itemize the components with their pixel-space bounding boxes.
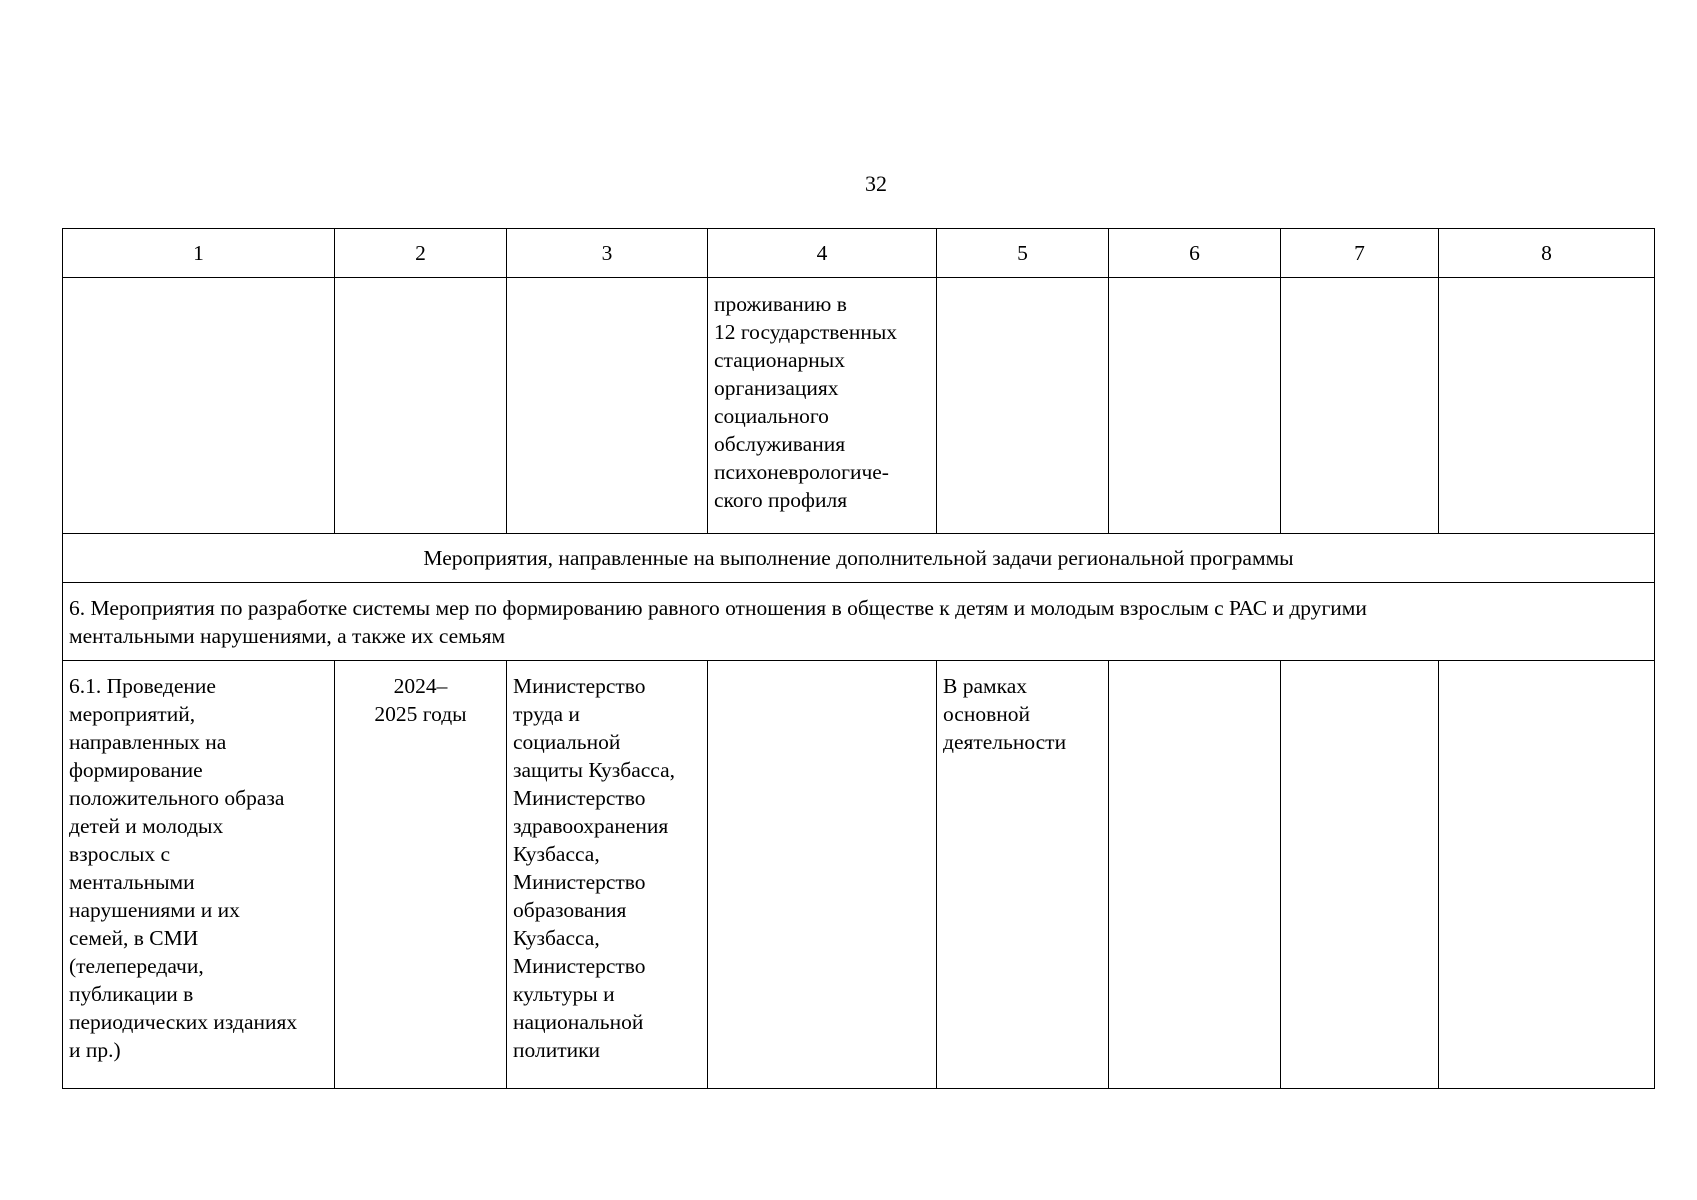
column-header-4: 4 — [708, 229, 937, 278]
cell-line: деятельности — [943, 730, 1067, 754]
continuation-row — [63, 278, 1655, 534]
cell-line: Кузбасса, — [513, 842, 600, 866]
cell-line: организациях — [714, 376, 839, 400]
item-period-cell — [335, 661, 507, 1089]
page-number: 32 — [865, 171, 887, 196]
cell-line: Министерство — [513, 870, 646, 894]
cell-line: стационарных — [714, 348, 846, 372]
cell-line: периодических изданиях — [69, 1010, 298, 1034]
item-6-1-row — [63, 661, 1655, 1089]
task-row — [63, 583, 1655, 661]
cell-line: Министерство — [513, 674, 646, 698]
task-line: 6. Мероприятия по разработке системы мер по формированию равного отношения в обществе к детям и молодым взрослым с РАС и другими — [69, 595, 1367, 620]
cell-line: культуры и — [513, 982, 615, 1006]
task-heading — [63, 583, 1655, 661]
cell-line: Министерство — [513, 786, 646, 810]
cell-line: ментальными — [69, 870, 195, 894]
cell-line: проживанию в — [714, 292, 847, 316]
cell-line: политики — [513, 1038, 601, 1062]
item-executors-cell — [507, 661, 708, 1089]
cell-line: положительного образа — [69, 786, 285, 810]
empty-cell — [1281, 278, 1439, 534]
cell-line: национальной — [513, 1010, 644, 1034]
empty-cell — [1281, 661, 1439, 1089]
cell-line: социальной — [513, 730, 621, 754]
empty-cell — [1109, 278, 1281, 534]
empty-cell — [1439, 278, 1655, 534]
cell-line: направленных на — [69, 730, 227, 754]
item-description-cell — [63, 661, 335, 1089]
empty-cell — [1439, 661, 1655, 1089]
empty-cell — [335, 278, 507, 534]
cell-line: Кузбасса, — [513, 926, 600, 950]
cell-line: 2025 годы — [374, 702, 467, 726]
column-header-7: 7 — [1281, 229, 1439, 278]
cell-line: В рамках — [943, 674, 1028, 698]
cell-line: защиты Кузбасса, — [513, 758, 676, 782]
cell-line: ского профиля — [714, 488, 848, 512]
cell-line: формирование — [69, 758, 203, 782]
continuation-result-cell — [708, 278, 937, 534]
column-number-row — [63, 229, 1655, 278]
empty-cell — [63, 278, 335, 534]
column-header-5: 5 — [937, 229, 1109, 278]
item-funding-cell — [937, 661, 1109, 1089]
cell-line: Министерство — [513, 954, 646, 978]
cell-line: образования — [513, 898, 627, 922]
cell-line: основной — [943, 702, 1030, 726]
cell-line: мероприятий, — [69, 702, 196, 726]
cell-line: взрослых с — [69, 842, 171, 866]
column-header-1: 1 — [63, 229, 335, 278]
empty-cell — [507, 278, 708, 534]
cell-line: труда и — [513, 702, 580, 726]
column-header-6: 6 — [1109, 229, 1281, 278]
cell-line: психоневрологиче- — [714, 460, 889, 484]
column-header-8: 8 — [1439, 229, 1655, 278]
cell-line: здравоохранения — [513, 814, 669, 838]
cell-line: обслуживания — [714, 432, 846, 456]
measures-table — [62, 228, 1655, 1089]
section-heading-row — [63, 534, 1655, 583]
column-header-2: 2 — [335, 229, 507, 278]
cell-line: семей, в СМИ — [69, 926, 199, 950]
cell-line: 2024– — [393, 674, 448, 698]
empty-cell — [937, 278, 1109, 534]
cell-line: (телепередачи, — [69, 954, 204, 978]
cell-line: и пр.) — [69, 1038, 121, 1062]
section-heading: Мероприятия, направленные на выполнение дополнительной задачи региональной программы — [63, 534, 1655, 583]
cell-line: публикации в — [69, 982, 194, 1006]
cell-line: социального — [714, 404, 829, 428]
cell-line: 6.1. Проведение — [69, 674, 216, 698]
cell-line: нарушениями и их — [69, 898, 240, 922]
empty-cell — [1109, 661, 1281, 1089]
empty-cell — [708, 661, 937, 1089]
cell-line: детей и молодых — [69, 814, 224, 838]
task-line: ментальными нарушениями, а также их семьям — [69, 623, 506, 648]
column-header-3: 3 — [507, 229, 708, 278]
cell-line: 12 государственных — [714, 320, 898, 344]
